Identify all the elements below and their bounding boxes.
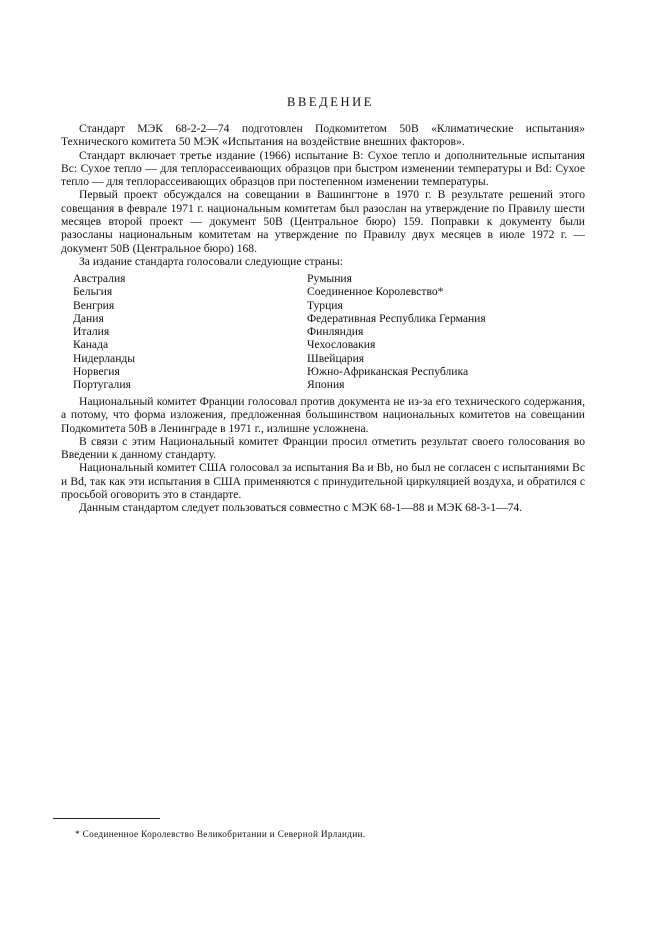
country-item: Япония: [307, 378, 345, 392]
paragraph: Данным стандартом следует пользоваться совместно с МЭК 68-1—88 и МЭК 68-3-1—74.: [79, 501, 523, 515]
country-item: Финляндия: [307, 325, 364, 339]
country-item: Венгрия: [73, 298, 115, 312]
country-item: Турция: [307, 298, 343, 312]
countries-list-left: [73, 272, 273, 392]
paragraph: Национальный комитет Франции голосовал против документа не из-за его технического содержания, а потому, что форма изложения, предложенная большинством национальных комитетов на совещании Подкомитета 50В в Ленинграде в 1971 г., излишне усложнена.: [61, 395, 585, 435]
footnote-divider: [53, 818, 160, 819]
country-item: Федеративная Республика Германия: [307, 311, 486, 325]
paragraph: Национальный комитет США голосовал за испытания Ва и Bb, но был не согласен с испытаниями Вс и Bd, так как эти испытания в США применяются с принудительной циркуляцией воздуха, и обратился с просьбой оговорить это в стандарте.: [61, 461, 585, 502]
paragraph: За издание стандарта голосовали следующие страны:: [79, 254, 343, 268]
country-item: Нидерланды: [73, 351, 136, 365]
country-item: Австралия: [73, 272, 126, 285]
intro-text-top: [61, 122, 585, 268]
country-item: Чехословакия: [307, 338, 376, 352]
intro-text-bottom: [61, 395, 585, 515]
countries-list-right: [307, 272, 587, 392]
country-item: Соединенное Королевство*: [307, 285, 444, 299]
country-item: Румыния: [307, 272, 352, 285]
paragraph: Стандарт МЭК 68-2-2—74 подготовлен Подкомитетом 50В «Климатические испытания» Технического комитета 50 МЭК «Испытания на воздействие внешних факторов».: [61, 122, 585, 149]
country-item: Южно-Африканская Республика: [307, 365, 469, 379]
footnote: * Соединенное Королевство Великобритании и Северной Ирландии.: [75, 829, 366, 839]
paragraph: Первый проект обсуждался на совещании в Вашингтоне в 1970 г. В результате решений этого совещания в феврале 1971 г. национальным комитетам был разослан на утверждение по Правилу шести месяцев второй проект — документ 50В (Центральное бюро) 159. Поправки к документу были разосланы национальным комитетам на утверждение по Правилу двух месяцев в июле 1972 г. — документ 50В (Центральное бюро) 168.: [61, 188, 585, 255]
paragraph: В связи с этим Национальный комитет Франции просил отметить результат своего голосования во Введении к данному стандарту.: [61, 434, 585, 462]
country-item: Бельгия: [73, 285, 113, 299]
country-item: Канада: [73, 338, 109, 352]
country-item: Норвегия: [73, 365, 120, 379]
page-title: ВВЕДЕНИЕ: [287, 95, 374, 109]
country-item: Дания: [73, 311, 104, 325]
country-item: Швейцария: [307, 351, 365, 365]
country-item: Италия: [73, 325, 110, 339]
country-item: Португалия: [73, 378, 131, 392]
paragraph: Стандарт включает третье издание (1966) испытание В: Сухое тепло и дополнительные испытания Вс: Сухое тепло — для теплорассеивающих образцов при быстром изменении температуры и Bd: Сухое тепло — для теплорассеивающих образцов при постепенном изменении температуры.: [61, 148, 585, 189]
